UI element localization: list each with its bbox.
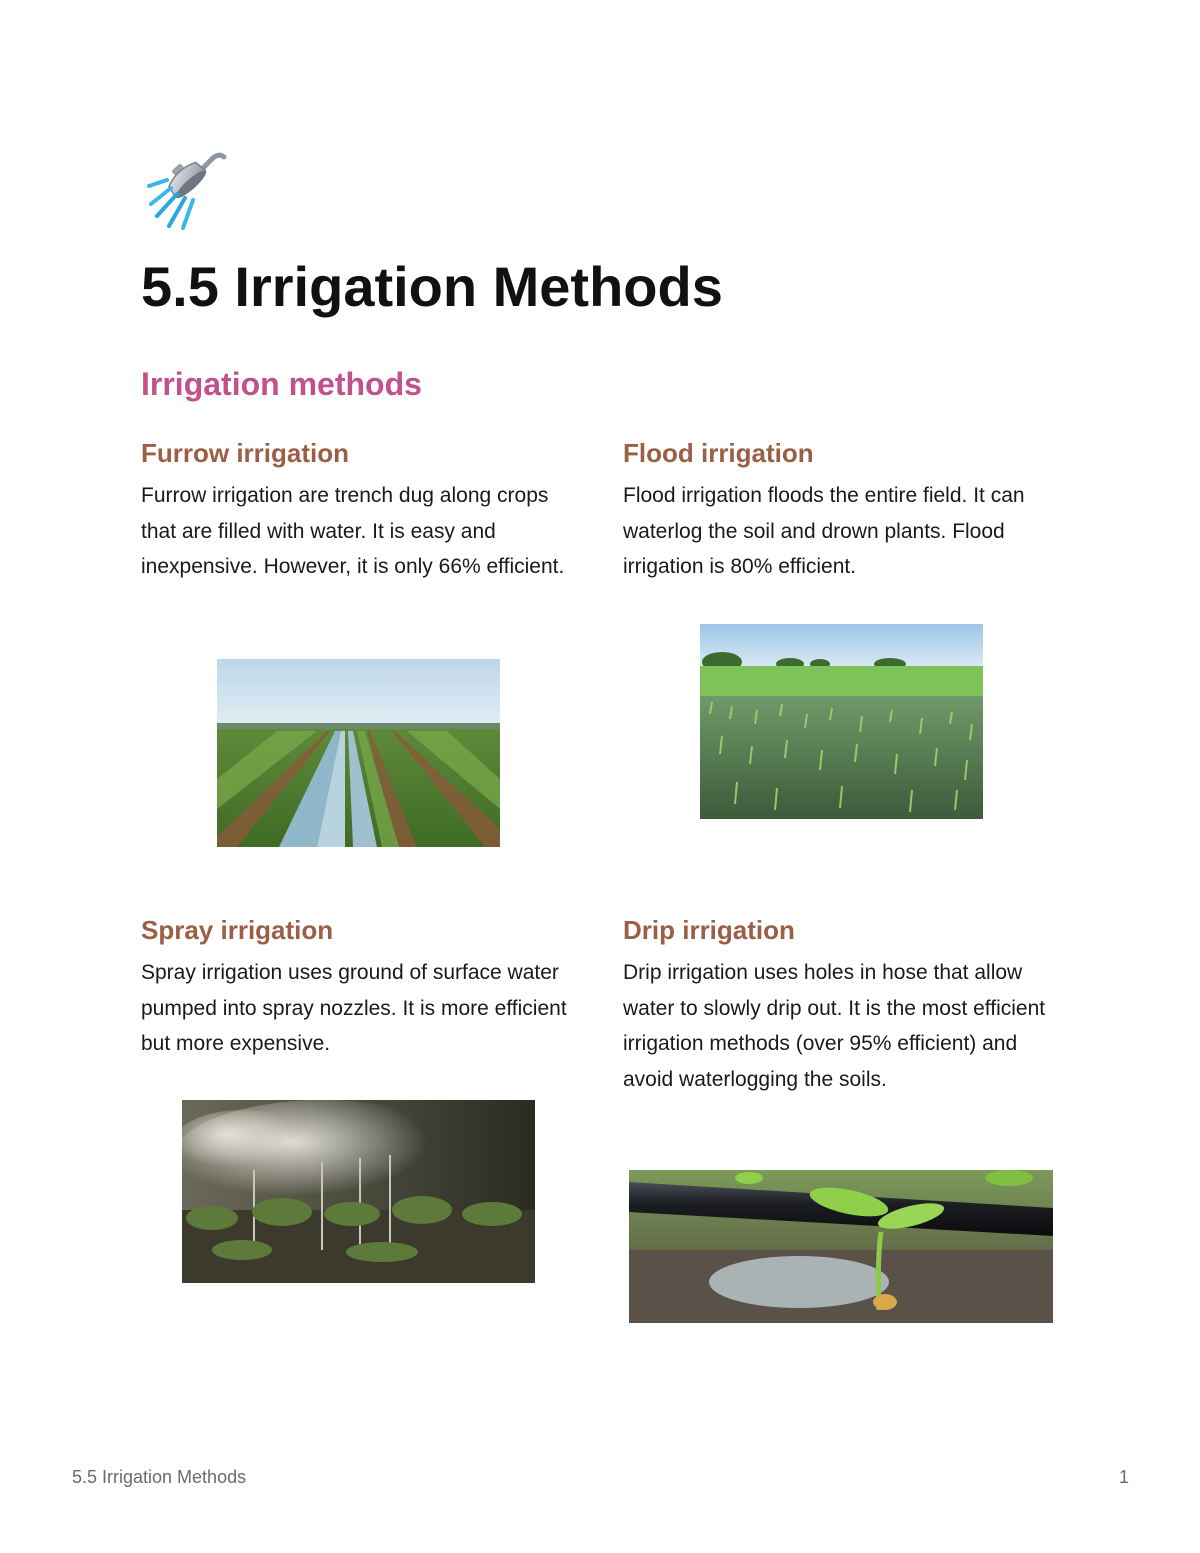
footer-title: 5.5 Irrigation Methods xyxy=(72,1467,247,1487)
footer-page-number: 1 xyxy=(1118,1467,1129,1487)
method-furrow xyxy=(141,436,581,585)
method-description: Drip irrigation uses holes in hose that allow water to slowly drip out. It is the most efficient irrigation methods (over 95% efficient) and avoid waterlogging the soils. xyxy=(623,961,1046,1091)
sprinkler-field-photo xyxy=(182,1100,535,1283)
page-title: 5.5 Irrigation Methods xyxy=(141,255,723,318)
method-description: Spray irrigation uses ground of surface water pumped into spray nozzles. It is more efficient but more expensive. xyxy=(141,961,567,1055)
drip-hose-photo xyxy=(629,1170,1053,1323)
flooded-field-photo xyxy=(700,624,983,819)
method-title: Furrow irrigation xyxy=(141,438,349,468)
shower-head-icon xyxy=(143,152,227,232)
method-description: Furrow irrigation are trench dug along crops that are filled with water. It is easy and inexpensive. However, it is only 66% efficient. xyxy=(141,484,565,578)
method-spray xyxy=(141,913,581,1062)
method-title: Drip irrigation xyxy=(623,915,795,945)
method-description: Flood irrigation floods the entire field. It can waterlog the soil and drown plants. Flood irrigation is 80% efficient. xyxy=(623,484,1025,578)
method-drip xyxy=(623,913,1063,1097)
section-heading: Irrigation methods xyxy=(141,366,422,402)
method-title: Flood irrigation xyxy=(623,438,814,468)
method-title: Spray irrigation xyxy=(141,915,334,945)
furrow-field-photo xyxy=(217,659,500,847)
method-flood xyxy=(623,436,1063,585)
